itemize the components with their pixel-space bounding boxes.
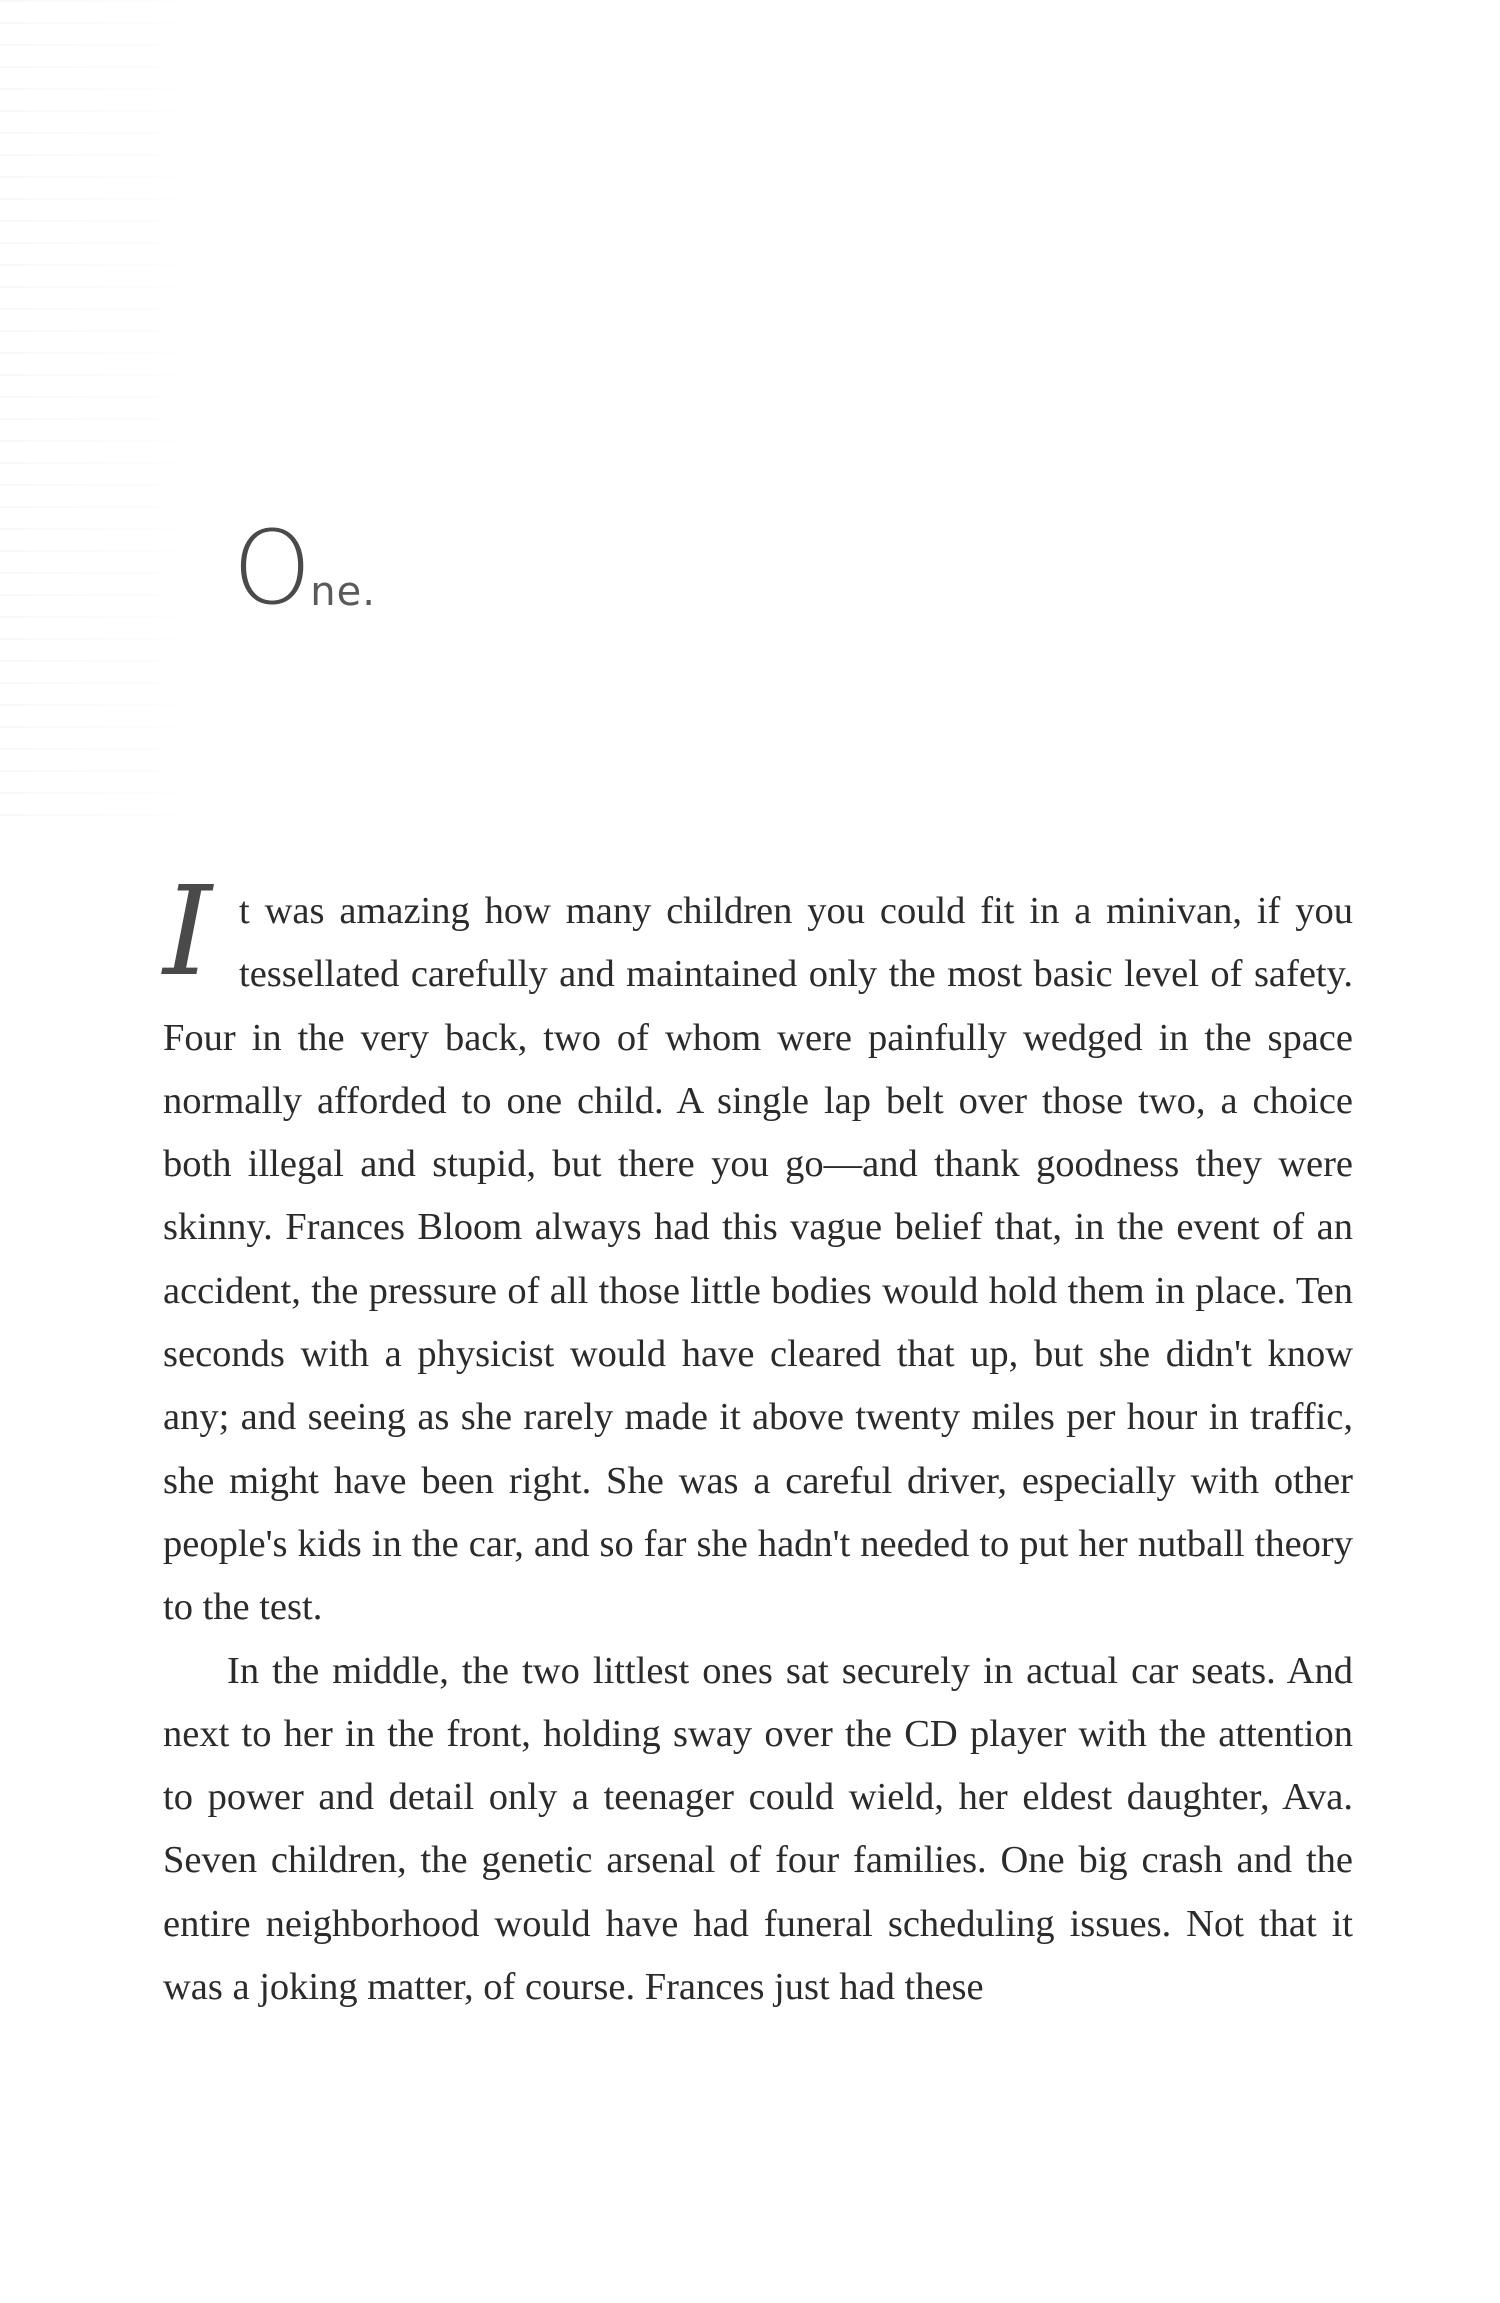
chapter-heading-rest: ne. [310, 569, 376, 615]
chapter-heading [232, 509, 376, 628]
paragraph-2-text: In the middle, the two littlest ones sat securely in actual car seats. And next to her in the front, holding sway over the CD player with the attention to power and detail only a teenager could wield, her eldest daughter, Ava. Seven children, the genetic arsenal of four families. One big crash and the entire neighborhood would have had funeral scheduling issues. Not that it was a joking matter, of course. Frances just had these [163, 1649, 1353, 2009]
drop-cap: I [163, 860, 212, 1004]
chapter-heading-initial: O [232, 509, 310, 628]
paragraph-1 [163, 860, 1353, 1640]
paragraph-1-text: t was amazing how many children you could fit in a minivan, if you tessellated carefully and maintained only the most basic level of safety. Four in the very back, two of whom were painfully wedged in the space normally afforded to one child. A single lap belt over those two, a choice both illegal and stupid, but there you go—and thank goodness they were skinny. Frances Bloom always had this vague belief that, in the event of an accident, the pressure of all those little bodies would hold them in place. Ten seconds with a physicist would have cleared that up, but she didn't know any; and seeing as she rarely made it above twenty miles per hour in traffic, she might have been right. She was a careful driver, especially with other people's kids in the car, and so far she hadn't needed to put her nutball theory to the test. [163, 890, 1353, 1629]
scan-gutter-shadow [0, 0, 215, 830]
paragraph-2 [163, 1640, 1353, 2020]
chapter-body-text [163, 860, 1353, 2019]
